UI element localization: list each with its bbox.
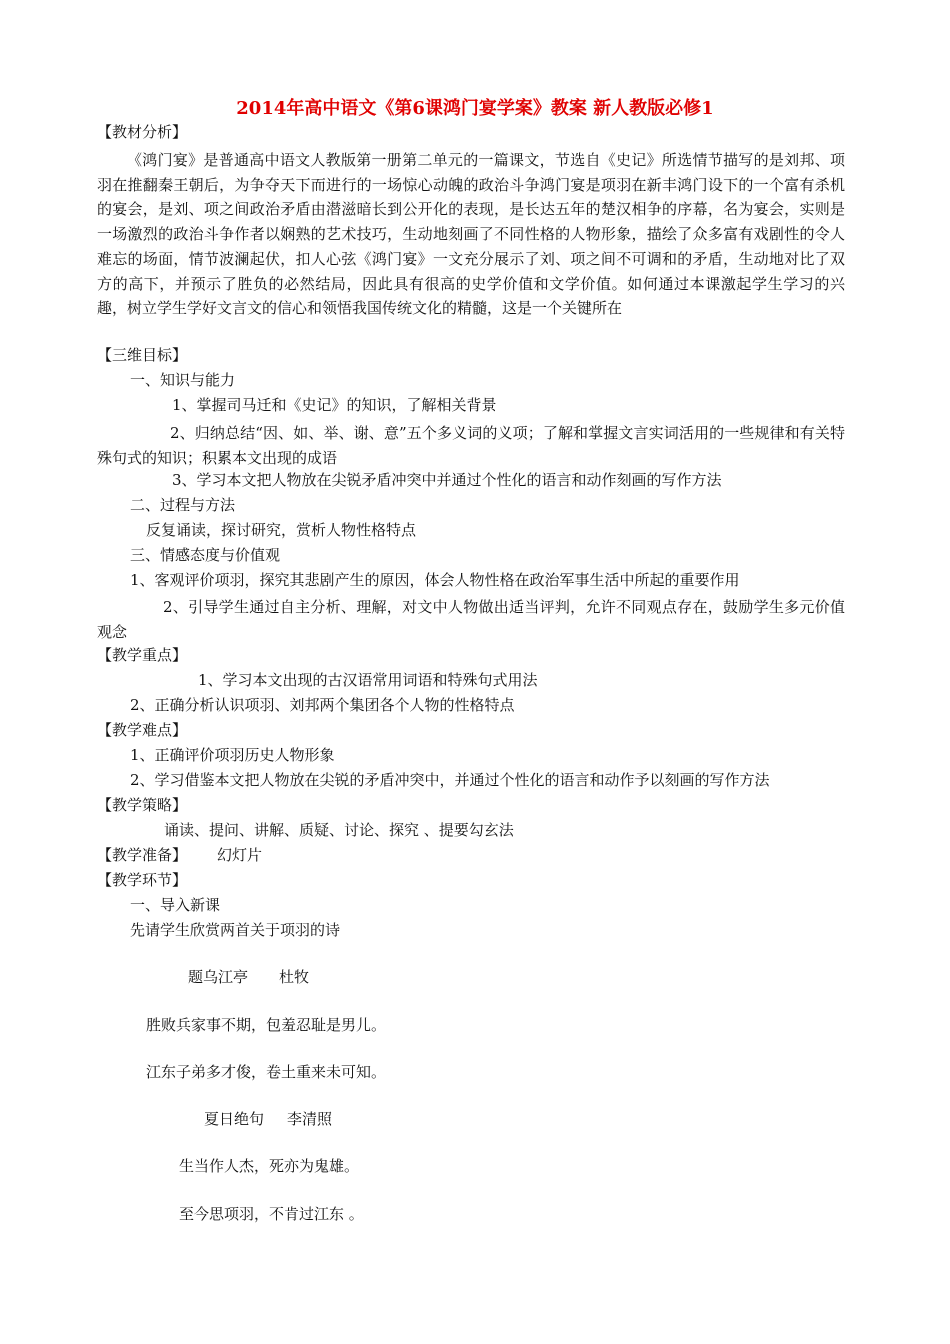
- goal-item-6: 2、引导学生通过自主分析、理解，对文中人物做出适当评判，允许不同观点存在，鼓励学生多元价值观念: [97, 598, 845, 641]
- goal-item-3: 3、学习本文把人物放在尖锐矛盾冲突中并通过个性化的语言和动作刻画的写作方法: [172, 471, 722, 489]
- poem1-line-2: 江东子弟多才俊，卷土重来未可知。: [146, 1063, 387, 1081]
- goal-subheading-values: 三、情感态度与价值观: [130, 546, 281, 564]
- poem2-title: 夏日绝句: [204, 1110, 265, 1128]
- goal-subheading-knowledge: 一、知识与能力: [130, 371, 236, 389]
- goal-subheading-process: 二、过程与方法: [130, 496, 236, 514]
- poem1-author: 杜牧: [279, 968, 310, 986]
- section-heading-goals: 【三维目标】: [97, 346, 188, 364]
- preparation-value: 幻灯片: [217, 846, 263, 864]
- difficulty-1: 1、正确评价项羽历史人物形象: [130, 746, 335, 764]
- analysis-paragraph: 《鸿门宴》是普通高中语文人教版第一册第二单元的一篇课文，节选自《史记》所选情节描写的是刘邦、项羽在推翻秦王朝后，为争夺天下而进行的一场惊心动魄的政治斗争鸿门宴是项羽在新丰鸿门设下的一个富有杀机的宴会，是刘、项之间政治矛盾由潜滋暗长到公开化的表现，是长达五年的楚汉相争的序幕，名为宴会，实则是一场激烈的政治斗争作者以娴熟的艺术技巧，生动地刻画了不同性格的人物形象，描绘了众多富有戏剧性的令人难忘的场面，情节波澜起伏，扣人心弦《鸿门宴》一文充分展示了刘、项之间不可调和的矛盾，生动地对比了双方的高下，并预示了胜负的必然结局，因此具有很高的史学价值和文学价值。如何通过本课激起学生学习的兴趣，树立学生学好文言文的信心和领悟我国传统文化的精髓，这是一个关键所在: [97, 151, 845, 318]
- poem1-title: 题乌江亭: [188, 968, 249, 986]
- key-point-1: 1、学习本文出现的古汉语常用词语和特殊句式用法: [198, 671, 538, 689]
- poem2-author: 李清照: [287, 1110, 333, 1128]
- poem2-line-1: 生当作人杰，死亦为鬼雄。: [179, 1157, 360, 1175]
- goal-item-4: 反复诵读，探讨研究，赏析人物性格特点: [146, 521, 417, 539]
- section-heading-procedure: 【教学环节】: [97, 871, 188, 889]
- poem1-line-1: 胜败兵家事不期，包羞忍耻是男儿。: [146, 1016, 387, 1034]
- strategy-text: 诵读、提问、讲解、质疑、讨论、探究 、提要勾玄法: [164, 821, 514, 839]
- difficulty-2: 2、学习借鉴本文把人物放在尖锐的矛盾冲突中，并通过个性化的语言和动作予以刻画的写作方法: [130, 771, 770, 789]
- goal-item-2: 2、归纳总结“因、如、举、谢、意”五个多义词的义项；了解和掌握文言实词活用的一些规律和有关特殊句式的知识；积累本文出现的成语: [97, 424, 845, 467]
- goal-item-1: 1、掌握司马迁和《史记》的知识，了解相关背景: [172, 396, 497, 414]
- section-heading-analysis: 【教材分析】: [97, 123, 188, 141]
- goal-item-5: 1、客观评价项羽，探究其悲剧产生的原因，体会人物性格在政治军事生活中所起的重要作用: [130, 571, 740, 589]
- page-title: 2014年高中语文《第6课鸿门宴学案》教案 新人教版必修1: [236, 98, 714, 119]
- section-heading-preparation: 【教学准备】: [97, 846, 188, 864]
- procedure-intro-text: 先请学生欣赏两首关于项羽的诗: [130, 921, 341, 939]
- section-heading-key-points: 【教学重点】: [97, 646, 188, 664]
- section-heading-strategy: 【教学策略】: [97, 796, 188, 814]
- key-point-2: 2、正确分析认识项羽、刘邦两个集团各个人物的性格特点: [130, 696, 515, 714]
- procedure-subheading-intro: 一、导入新课: [130, 896, 221, 914]
- section-heading-difficulties: 【教学难点】: [97, 721, 188, 739]
- poem2-line-2: 至今思项羽，不肯过江东 。: [179, 1205, 364, 1223]
